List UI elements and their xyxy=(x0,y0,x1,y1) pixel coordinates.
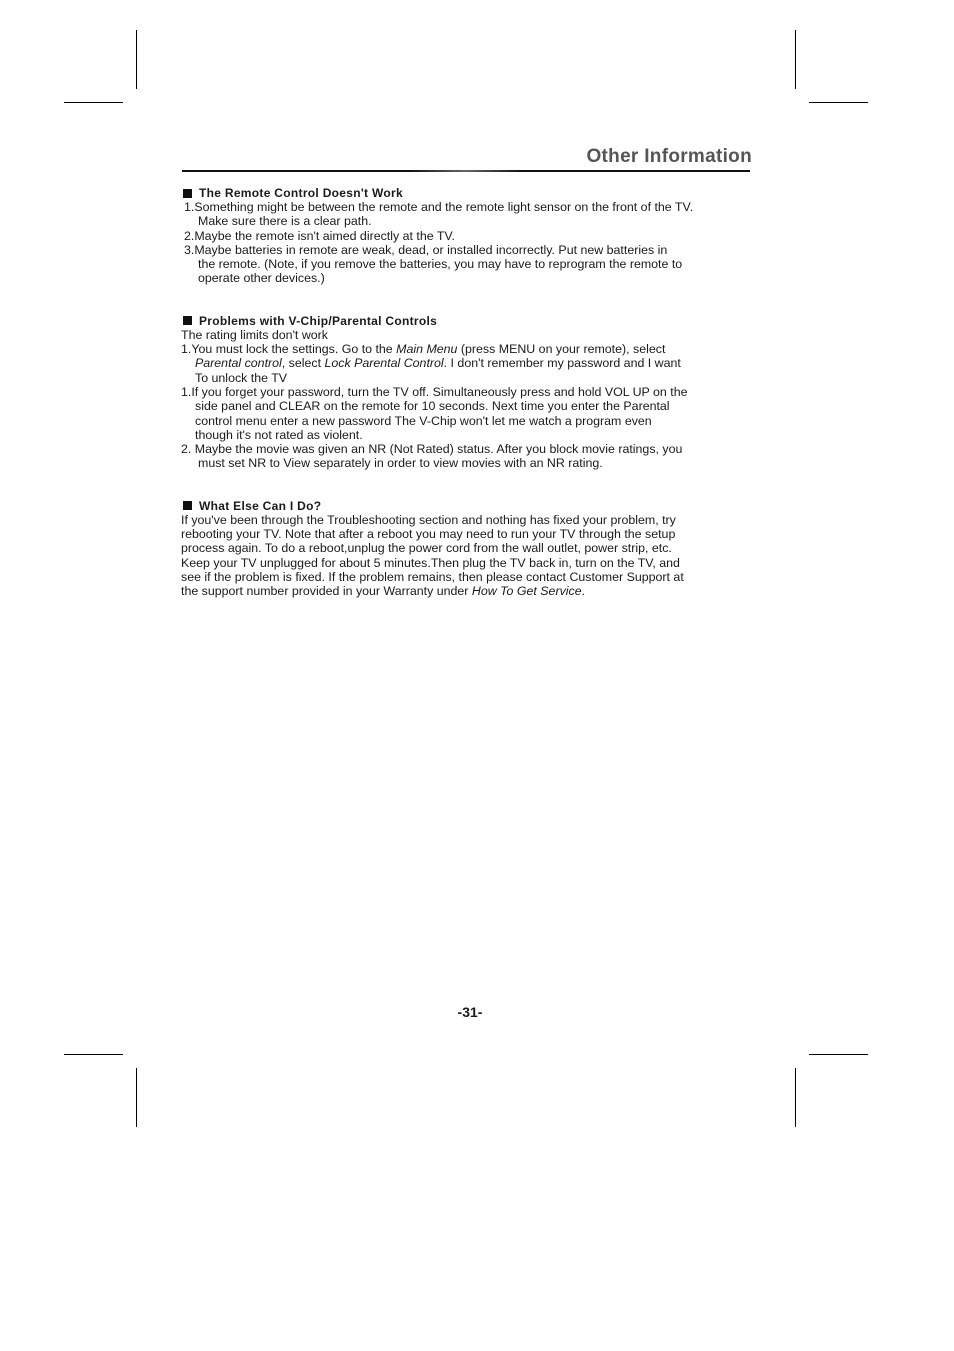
crop-mark xyxy=(809,102,868,103)
list-item: 3.Maybe batteries in remote are weak, dead, or installed incorrectly. Put new batteries in the remote. (Note, if you remove the batteries, you may have to reprogram the remote to operate other devices.) xyxy=(184,242,683,286)
crop-mark xyxy=(795,1068,796,1127)
section-remote-control xyxy=(181,186,756,286)
square-bullet-icon xyxy=(183,501,192,510)
section-heading: Problems with V-Chip/Parental Controls xyxy=(181,314,756,328)
page-number: -31- xyxy=(457,1004,483,1020)
paragraph: If you've been through the Troubleshooting section and nothing has fixed your problem, try rebooting your TV. Note that after a reboot you may need to run your TV through the setup process again. To do a reboot,unplug the power cord from the wall outlet, power strip, etc. Keep your TV unplugged for about 5 minutes.Then plug the TV back in, turn on the TV, and see if the problem is fixed. If the problem remains, then please contact Customer Support at the support number provided in your Warranty under How To Get Service. xyxy=(181,512,684,599)
list-item: 1.Something might be between the remote and the remote light sensor on the front of the TV. Make sure there is a clear path. xyxy=(184,200,694,229)
section-vchip xyxy=(181,314,756,471)
list-item: 1.If you forget your password, turn the TV off. Simultaneously press and hold VOL UP on the side panel and CLEAR on the remote for 10 seconds. Next time you enter the Parental control menu enter a new password The V-Chip won't let me watch a program even though it's not rated as violent. xyxy=(181,384,688,442)
crop-mark xyxy=(136,30,137,89)
section-heading: What Else Can I Do? xyxy=(181,499,756,513)
crop-mark xyxy=(64,1054,123,1055)
list-item: 1.You must lock the settings. Go to the Main Menu (press MENU on your remote), select Parental control, select Lock Parental Control. I don't remember my password and I want To unlock the TV xyxy=(181,342,681,385)
section-what-else xyxy=(181,499,756,599)
square-bullet-icon xyxy=(183,189,192,198)
crop-mark xyxy=(64,102,123,103)
list-item: 2.Maybe the remote isn't aimed directly at the TV. xyxy=(184,228,455,243)
problem-statement: The rating limits don't work xyxy=(181,327,328,342)
page-content xyxy=(181,186,756,599)
section-heading: The Remote Control Doesn't Work xyxy=(181,186,756,200)
header-rule xyxy=(182,170,750,172)
list-item: 2. Maybe the movie was given an NR (Not Rated) status. After you block movie ratings, you must set NR to View separately in order to view movies with an NR rating. xyxy=(181,442,683,471)
square-bullet-icon xyxy=(183,316,192,325)
page-title: Other Information xyxy=(586,146,752,167)
crop-mark xyxy=(136,1068,137,1127)
crop-mark xyxy=(795,30,796,89)
crop-mark xyxy=(809,1054,868,1055)
